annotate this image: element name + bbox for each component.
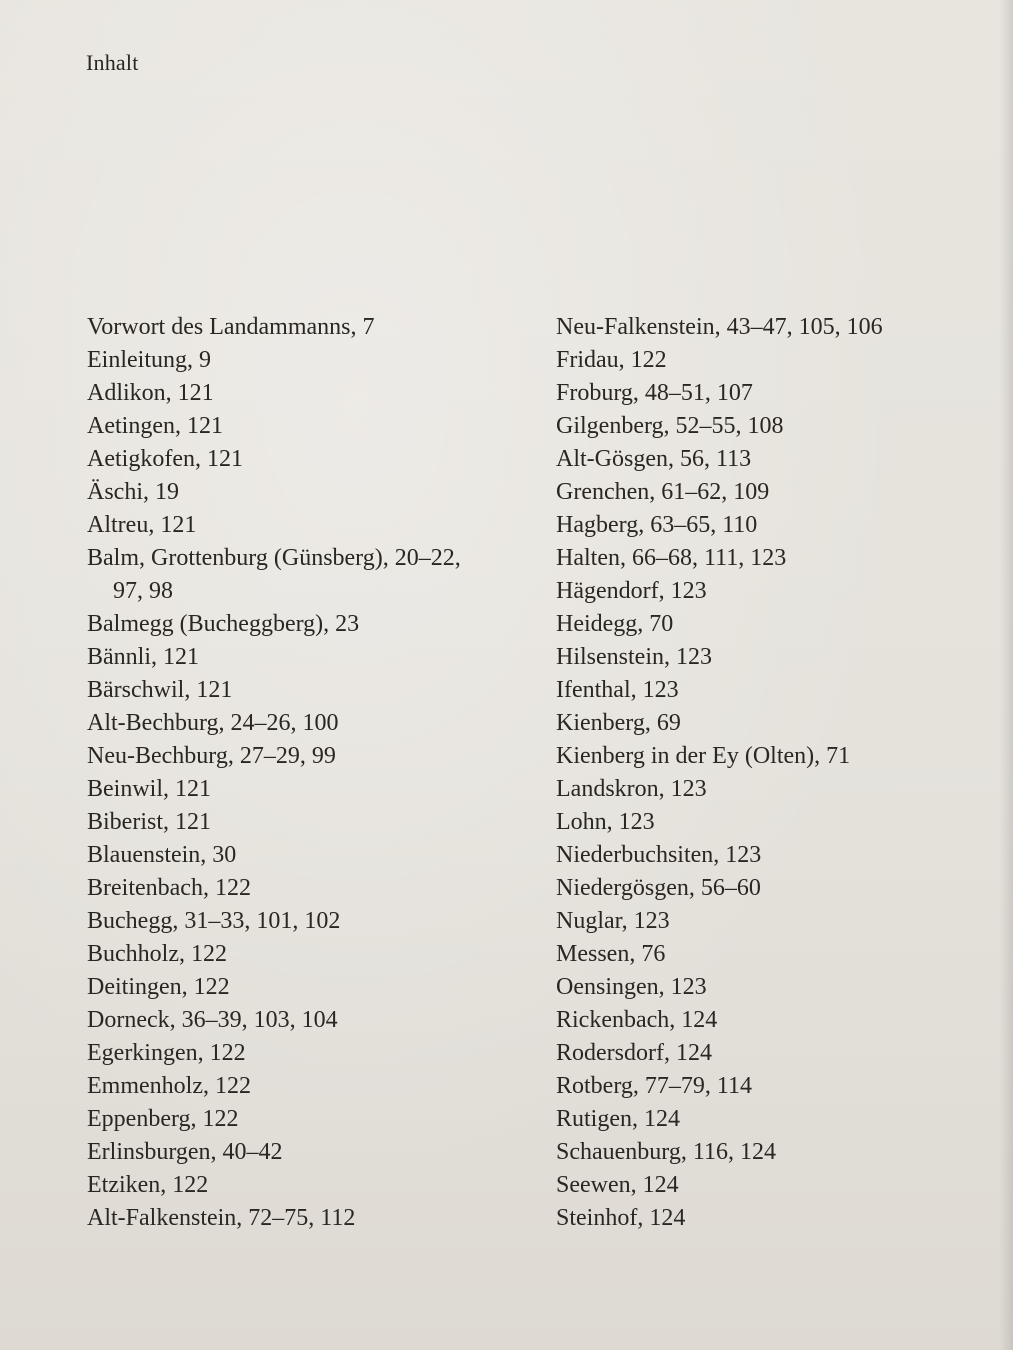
toc-column-left bbox=[87, 311, 517, 1235]
toc-entry: Neu-Bechburg, 27–29, 99 bbox=[87, 743, 336, 769]
toc-entry: Hilsenstein, 123 bbox=[556, 644, 712, 670]
toc-entry: Alt-Falkenstein, 72–75, 112 bbox=[87, 1205, 356, 1231]
toc-entry: Buchegg, 31–33, 101, 102 bbox=[87, 908, 341, 934]
toc-entry: Egerkingen, 122 bbox=[87, 1040, 246, 1066]
toc-entry: Lohn, 123 bbox=[556, 809, 655, 835]
toc-entry: Vorwort des Landammanns, 7 bbox=[87, 314, 375, 340]
toc-entry: Grenchen, 61–62, 109 bbox=[556, 479, 770, 505]
toc-entry: Rickenbach, 124 bbox=[556, 1007, 718, 1033]
toc-entry: Aetingen, 121 bbox=[87, 413, 223, 439]
toc-entry: Breitenbach, 122 bbox=[87, 875, 251, 901]
toc-entry: Landskron, 123 bbox=[556, 776, 707, 802]
toc-entry: Etziken, 122 bbox=[87, 1172, 209, 1198]
toc-entry: Buchholz, 122 bbox=[87, 941, 227, 967]
toc-entry: Heidegg, 70 bbox=[556, 611, 674, 637]
toc-entry: Emmenholz, 122 bbox=[87, 1073, 251, 1099]
toc-entry: Niedergösgen, 56–60 bbox=[556, 875, 761, 901]
page-edge-shadow bbox=[999, 0, 1013, 1350]
toc-entry: Beinwil, 121 bbox=[87, 776, 211, 802]
toc-entry: Blauenstein, 30 bbox=[87, 842, 237, 868]
toc-entry: Messen, 76 bbox=[556, 941, 666, 967]
toc-entry: Nuglar, 123 bbox=[556, 908, 670, 934]
toc-entry: Eppenberg, 122 bbox=[87, 1106, 239, 1132]
toc-entry: Fridau, 122 bbox=[556, 347, 667, 373]
toc-entry: Niederbuchsiten, 123 bbox=[556, 842, 762, 868]
toc-entry: Erlinsburgen, 40–42 bbox=[87, 1139, 283, 1165]
toc-entry: Rodersdorf, 124 bbox=[556, 1040, 712, 1066]
toc-entry: Rotberg, 77–79, 114 bbox=[556, 1073, 752, 1099]
toc-entry: Bärschwil, 121 bbox=[87, 677, 233, 703]
toc-entry: Steinhof, 124 bbox=[556, 1205, 686, 1231]
toc-entry: Deitingen, 122 bbox=[87, 974, 230, 1000]
toc-entry: Altreu, 121 bbox=[87, 512, 197, 538]
toc-entry: Halten, 66–68, 111, 123 bbox=[556, 545, 787, 571]
toc-entry: Kienberg in der Ey (Olten), 71 bbox=[556, 743, 851, 769]
toc-entry: Hagberg, 63–65, 110 bbox=[556, 512, 758, 538]
toc-entry: Adlikon, 121 bbox=[87, 380, 214, 406]
page-title: Inhalt bbox=[86, 50, 139, 75]
toc-entry: Aetigkofen, 121 bbox=[87, 446, 243, 472]
toc-entry: Kienberg, 69 bbox=[556, 710, 681, 736]
toc-entry: Balmegg (Bucheggberg), 23 bbox=[87, 611, 360, 637]
toc-entry: Hägendorf, 123 bbox=[556, 578, 707, 604]
toc-entry-continuation: 97, 98 bbox=[113, 578, 173, 604]
toc-entry: Seewen, 124 bbox=[556, 1172, 679, 1198]
toc-entry: Balm, Grottenburg (Günsberg), 20–22, bbox=[87, 545, 461, 571]
toc-entry: Rutigen, 124 bbox=[556, 1106, 680, 1132]
toc-entry: Einleitung, 9 bbox=[87, 347, 211, 373]
toc-entry: Alt-Gösgen, 56, 113 bbox=[556, 446, 752, 472]
toc-column-right bbox=[556, 311, 996, 1235]
toc-entry: Gilgenberg, 52–55, 108 bbox=[556, 413, 784, 439]
toc-entry: Alt-Bechburg, 24–26, 100 bbox=[87, 710, 339, 736]
toc-entry: Äschi, 19 bbox=[87, 479, 179, 505]
toc-entry: Dorneck, 36–39, 103, 104 bbox=[87, 1007, 338, 1033]
toc-entry: Oensingen, 123 bbox=[556, 974, 707, 1000]
toc-entry: Biberist, 121 bbox=[87, 809, 211, 835]
toc-entry: Bännli, 121 bbox=[87, 644, 199, 670]
toc-entry: Schauenburg, 116, 124 bbox=[556, 1139, 776, 1165]
toc-entry: Froburg, 48–51, 107 bbox=[556, 380, 753, 406]
toc-entry: Neu-Falkenstein, 43–47, 105, 106 bbox=[556, 314, 883, 340]
toc-entry: Ifenthal, 123 bbox=[556, 677, 679, 703]
